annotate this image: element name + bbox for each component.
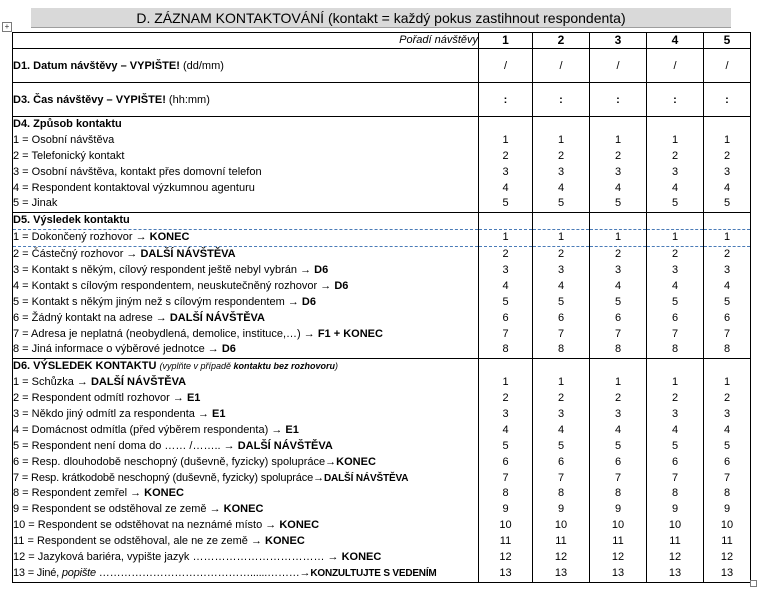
d6-code[interactable]: 1 <box>557 376 565 389</box>
d6-option: 4 = Domácnost odmítla (před výběrem respondenta) → E1 <box>13 423 299 436</box>
d1-date-field[interactable]: / <box>704 49 751 83</box>
d5-code[interactable]: 5 <box>557 295 565 308</box>
d6-code[interactable]: 9 <box>557 503 565 516</box>
d5-code[interactable]: 2 <box>671 248 679 261</box>
d6-code[interactable]: 10 <box>720 519 734 532</box>
d5-option: 2 = Částečný rozhovor → DALŠÍ NÁVŠTĚVA <box>13 248 236 261</box>
d6-code[interactable]: 4 <box>671 423 679 436</box>
d6-code[interactable]: 7 <box>502 471 509 484</box>
d5-code[interactable]: 4 <box>557 279 565 292</box>
d4-code[interactable]: 2 <box>502 149 509 162</box>
d3-time-field[interactable]: : <box>533 83 590 117</box>
d6-code[interactable]: 6 <box>671 455 679 468</box>
d6-option: 10 = Respondent se odstěhovat na neznámé místo → KONEC <box>13 519 320 532</box>
d6-code[interactable]: 13 <box>611 566 625 579</box>
d4-code[interactable]: 4 <box>723 181 731 194</box>
d5-code[interactable]: 6 <box>723 311 731 324</box>
d5-option: 1 = Dokončený rozhovor → KONEC <box>13 229 478 247</box>
section-title: D. ZÁZNAM KONTAKTOVÁNÍ (kontakt = každý pokus zastihnout respondenta) <box>31 8 731 28</box>
d1-date-field[interactable]: / <box>590 49 647 83</box>
d4-code[interactable]: 1 <box>614 133 622 146</box>
arrow-right-icon: → <box>265 519 277 532</box>
d5-code[interactable]: 3 <box>502 264 509 277</box>
arrow-right-icon: → <box>76 376 88 389</box>
d6-code[interactable]: 1 <box>671 376 679 389</box>
d6-code[interactable]: 9 <box>614 503 622 516</box>
d5-code[interactable]: 7 <box>502 327 509 340</box>
arrow-right-icon: → <box>327 551 339 564</box>
d6-code[interactable]: 3 <box>614 408 622 421</box>
d5-code[interactable]: 7 <box>614 327 622 340</box>
d6-code[interactable]: 11 <box>669 535 681 548</box>
d4-code[interactable]: 2 <box>614 149 622 162</box>
d6-code[interactable]: 2 <box>502 392 509 405</box>
d6-code[interactable]: 3 <box>723 408 731 421</box>
d4-option: 2 = Telefonický kontakt <box>13 149 125 162</box>
d6-code[interactable]: 12 <box>554 551 568 564</box>
d6-code[interactable]: 4 <box>557 423 565 436</box>
d4-code[interactable]: 1 <box>723 133 731 146</box>
d4-title: D4. Způsob kontaktu <box>13 118 122 130</box>
d6-code[interactable]: 10 <box>611 519 625 532</box>
d6-code[interactable]: 6 <box>502 455 509 468</box>
d4-option: 5 = Jinak <box>13 197 58 210</box>
d6-code[interactable]: 6 <box>723 455 731 468</box>
d3-row <box>13 83 751 117</box>
d6-option: 8 = Respondent zemřel → KONEC <box>13 487 184 500</box>
d4-visit-column <box>533 117 590 213</box>
visit-order-label: Pořadí návštěvy <box>13 33 479 49</box>
d6-code[interactable]: 4 <box>723 423 731 436</box>
d6-code[interactable]: 2 <box>614 392 622 405</box>
d6-code[interactable]: 8 <box>614 487 622 500</box>
d5-code[interactable]: 5 <box>502 295 509 308</box>
d5-code[interactable]: 5 <box>614 295 622 308</box>
d6-visit-column <box>479 359 533 582</box>
arrow-right-icon: → <box>303 327 315 340</box>
d6-code[interactable]: 7 <box>614 471 622 484</box>
d5-code[interactable]: 1 <box>647 229 703 247</box>
d1-date-field[interactable]: / <box>533 49 590 83</box>
d6-option: 5 = Respondent není doma do …… /…….. → DALŠÍ NÁVŠTĚVA <box>13 439 333 452</box>
d6-visit-column <box>704 359 751 582</box>
table-resize-handle-icon[interactable] <box>750 580 757 587</box>
d6-code[interactable]: 11 <box>499 535 512 548</box>
d6-option: 1 = Schůzka → DALŠÍ NÁVŠTĚVA <box>13 376 187 389</box>
d5-option: 3 = Kontakt s někým, cílový respondent ještě nebyl vybrán → D6 <box>13 264 329 277</box>
arrow-right-icon: → <box>223 439 235 452</box>
d5-visit-column <box>533 213 590 359</box>
d5-code[interactable]: 1 <box>479 229 532 247</box>
d5-code[interactable]: 8 <box>671 343 679 356</box>
d5-visit-column <box>647 213 704 359</box>
d1-label: D1. Datum návštěvy – VYPIŠTE! (dd/mm) <box>13 49 479 83</box>
d5-code[interactable]: 4 <box>502 279 509 292</box>
d5-code[interactable]: 3 <box>723 264 731 277</box>
d5-visit-column <box>479 213 533 359</box>
d5-code[interactable]: 3 <box>557 264 565 277</box>
d6-option: 6 = Resp. dlouhodobě neschopný (duševně, fyzicky) spolupráce→KONEC <box>13 455 376 468</box>
d6-option: 13 = Jiné, popište ……………………………………......………→KONZULTUJTE S VEDENÍM <box>13 566 437 579</box>
d4-code[interactable]: 5 <box>614 197 622 210</box>
d4-code[interactable]: 4 <box>557 181 565 194</box>
d4-option: 3 = Osobní návštěva, kontakt přes domovní telefon <box>13 165 262 178</box>
d6-section <box>13 359 751 582</box>
d5-visit-column <box>590 213 647 359</box>
d4-visit-column <box>647 117 704 213</box>
d6-code[interactable]: 9 <box>723 503 731 516</box>
d4-code[interactable]: 5 <box>502 197 509 210</box>
d6-code[interactable]: 9 <box>671 503 679 516</box>
d5-code[interactable]: 2 <box>502 248 509 261</box>
d4-code[interactable]: 4 <box>502 181 509 194</box>
d6-code[interactable]: 2 <box>557 392 565 405</box>
d6-code[interactable]: 13 <box>499 566 512 579</box>
visit-number: 4 <box>647 33 704 49</box>
arrow-right-icon: → <box>313 471 324 484</box>
d6-code[interactable]: 3 <box>502 408 509 421</box>
d6-code[interactable]: 9 <box>502 503 509 516</box>
d6-code[interactable]: 8 <box>723 487 731 500</box>
d6-code[interactable]: 2 <box>671 392 679 405</box>
d4-code[interactable]: 2 <box>557 149 565 162</box>
arrow-right-icon: → <box>130 487 142 500</box>
d5-code[interactable]: 1 <box>533 229 589 247</box>
d4-code[interactable]: 1 <box>502 133 509 146</box>
d4-option: 4 = Respondent kontaktoval výzkumnou agenturu <box>13 181 255 194</box>
d6-option: 2 = Respondent odmítl rozhovor → E1 <box>13 392 201 405</box>
d5-code[interactable]: 1 <box>590 229 646 247</box>
contact-record-table <box>12 32 751 583</box>
arrow-right-icon: → <box>209 503 221 516</box>
d4-code[interactable]: 3 <box>671 165 679 178</box>
d6-code[interactable]: 13 <box>554 566 568 579</box>
table-move-handle-icon[interactable]: + <box>2 22 12 32</box>
d6-title: D6. VÝSLEDEK KONTAKTU (vyplňte v případě kontaktu bez rozhovoru) <box>13 360 339 373</box>
d4-code[interactable]: 5 <box>557 197 565 210</box>
d6-option: 12 = Jazyková bariéra, vypište jazyk ……………………………… → KONEC <box>13 551 382 564</box>
d5-code[interactable]: 8 <box>723 343 731 356</box>
d6-code[interactable]: 10 <box>499 519 512 532</box>
d5-code[interactable]: 4 <box>614 279 622 292</box>
d4-option: 1 = Osobní návštěva <box>13 133 115 146</box>
d4-code[interactable]: 3 <box>614 165 622 178</box>
arrow-right-icon: → <box>207 343 219 356</box>
arrow-right-icon: → <box>126 248 138 261</box>
d5-code[interactable]: 8 <box>502 343 509 356</box>
d6-code[interactable]: 7 <box>671 471 679 484</box>
arrow-right-icon: → <box>325 455 337 468</box>
d6-visit-column <box>590 359 647 582</box>
arrow-right-icon: → <box>197 408 209 421</box>
d6-code[interactable]: 12 <box>720 551 734 564</box>
d5-section <box>13 213 751 359</box>
d6-code[interactable]: 2 <box>723 392 731 405</box>
d3-time-field[interactable]: : <box>479 83 533 117</box>
d6-code[interactable]: 11 <box>721 535 733 548</box>
d3-time-field[interactable]: : <box>590 83 647 117</box>
visit-number: 1 <box>479 33 533 49</box>
d4-code[interactable]: 2 <box>671 149 679 162</box>
d5-option: 5 = Kontakt s někým jiným než s cílovým respondentem → D6 <box>13 295 316 308</box>
d5-code[interactable]: 8 <box>614 343 622 356</box>
d5-option: 6 = Žádný kontakt na adrese → DALŠÍ NÁVŠTĚVA <box>13 311 265 324</box>
d6-code[interactable]: 10 <box>668 519 682 532</box>
d5-option: 8 = Jiná informace o výběrové jednotce → D6 <box>13 343 236 356</box>
d6-code[interactable]: 12 <box>668 551 682 564</box>
d6-code[interactable]: 4 <box>502 423 509 436</box>
d6-option: 9 = Respondent se odstěhoval ze země → KONEC <box>13 503 264 516</box>
d4-code[interactable]: 5 <box>671 197 679 210</box>
d4-section <box>13 117 751 213</box>
d6-code[interactable]: 10 <box>554 519 568 532</box>
d4-code[interactable]: 1 <box>671 133 679 146</box>
d6-code[interactable]: 8 <box>557 487 565 500</box>
d5-code[interactable]: 6 <box>502 311 509 324</box>
d6-code[interactable]: 5 <box>614 439 622 452</box>
d3-label: D3. Čas návštěvy – VYPIŠTE! (hh:mm) <box>13 83 479 117</box>
d6-code[interactable]: 12 <box>499 551 512 564</box>
d5-code[interactable]: 5 <box>671 295 679 308</box>
d6-visit-column <box>647 359 704 582</box>
d4-code[interactable]: 3 <box>723 165 731 178</box>
d5-code[interactable]: 7 <box>723 327 731 340</box>
d1-date-field[interactable]: / <box>479 49 533 83</box>
d6-code[interactable]: 3 <box>557 408 565 421</box>
arrow-right-icon: → <box>320 279 332 292</box>
d5-code[interactable]: 2 <box>557 248 565 261</box>
d5-option: 4 = Kontakt s cílovým respondentem, neuskutečněný rozhovor → D6 <box>13 279 349 292</box>
d5-code[interactable]: 7 <box>671 327 679 340</box>
d5-code[interactable]: 2 <box>723 248 731 261</box>
d6-code[interactable]: 7 <box>723 471 731 484</box>
arrow-right-icon: → <box>155 311 167 324</box>
d1-date-field[interactable]: / <box>647 49 704 83</box>
d4-code[interactable]: 4 <box>614 181 622 194</box>
d6-code[interactable]: 5 <box>557 439 565 452</box>
d4-code[interactable]: 2 <box>723 149 731 162</box>
d4-labels <box>13 117 479 213</box>
d5-option: 7 = Adresa je neplatná (neobydlená, demolice, instituce,…) → F1 + KONEC <box>13 327 383 340</box>
d6-visit-column <box>533 359 590 582</box>
d5-code[interactable]: 5 <box>723 295 731 308</box>
d6-code[interactable]: 11 <box>555 535 567 548</box>
d6-option: 3 = Někdo jiný odmítl za respondenta → E1 <box>13 408 226 421</box>
d3-time-field[interactable]: : <box>647 83 704 117</box>
d6-code[interactable]: 5 <box>502 439 509 452</box>
d4-code[interactable]: 3 <box>502 165 509 178</box>
arrow-right-icon: → <box>172 392 184 405</box>
d6-code[interactable]: 5 <box>671 439 679 452</box>
d5-code[interactable]: 6 <box>557 311 565 324</box>
d5-code[interactable]: 6 <box>671 311 679 324</box>
d5-title: D5. Výsledek kontaktu <box>13 214 130 227</box>
visit-number: 3 <box>590 33 647 49</box>
d5-code[interactable]: 8 <box>557 343 565 356</box>
d6-code[interactable]: 3 <box>671 408 679 421</box>
visit-number: 5 <box>704 33 751 49</box>
d6-code[interactable]: 1 <box>723 376 731 389</box>
d6-option: 7 = Resp. krátkodobě neschopný (duševně, fyzicky) spolupráce→DALŠÍ NÁVŠTĚVA <box>13 471 409 484</box>
d4-code[interactable]: 3 <box>557 165 565 178</box>
arrow-right-icon: → <box>300 264 312 277</box>
d4-code[interactable]: 1 <box>557 133 565 146</box>
d6-code[interactable]: 5 <box>723 439 731 452</box>
d6-code[interactable]: 1 <box>614 376 622 389</box>
d6-code[interactable]: 13 <box>668 566 682 579</box>
d5-labels <box>13 213 479 359</box>
d6-code[interactable]: 13 <box>720 566 734 579</box>
arrow-right-icon: → <box>299 566 311 579</box>
arrow-right-icon: → <box>135 231 147 244</box>
visit-number: 2 <box>533 33 590 49</box>
d4-visit-column <box>479 117 533 213</box>
d5-code[interactable]: 7 <box>557 327 565 340</box>
d4-visit-column <box>590 117 647 213</box>
visit-order-row <box>13 33 751 49</box>
d5-code[interactable]: 4 <box>723 279 731 292</box>
d6-code[interactable]: 6 <box>557 455 565 468</box>
d6-code[interactable]: 6 <box>614 455 622 468</box>
d5-code[interactable]: 1 <box>704 229 750 247</box>
d4-visit-column <box>704 117 751 213</box>
d5-visit-column <box>704 213 751 359</box>
d6-code[interactable]: 7 <box>557 471 565 484</box>
d5-code[interactable]: 6 <box>614 311 622 324</box>
d6-labels <box>13 359 479 582</box>
d5-code[interactable]: 4 <box>671 279 679 292</box>
d5-code[interactable]: 3 <box>614 264 622 277</box>
arrow-right-icon: → <box>250 535 262 548</box>
d4-code[interactable]: 4 <box>671 181 679 194</box>
d6-code[interactable]: 8 <box>502 487 509 500</box>
d4-code[interactable]: 5 <box>723 197 731 210</box>
d5-code[interactable]: 3 <box>671 264 679 277</box>
d5-code[interactable]: 2 <box>614 248 622 261</box>
d6-option: 11 = Respondent se odstěhoval, ale ne ze země → KONEC <box>13 535 305 548</box>
d6-code[interactable]: 4 <box>614 423 622 436</box>
d6-code[interactable]: 1 <box>502 376 509 389</box>
arrow-right-icon: → <box>287 295 299 308</box>
d6-code[interactable]: 11 <box>612 535 624 548</box>
arrow-right-icon: → <box>271 423 283 436</box>
d6-code[interactable]: 12 <box>611 551 625 564</box>
d1-row <box>13 49 751 83</box>
d6-code[interactable]: 8 <box>671 487 679 500</box>
d3-time-field[interactable]: : <box>704 83 751 117</box>
